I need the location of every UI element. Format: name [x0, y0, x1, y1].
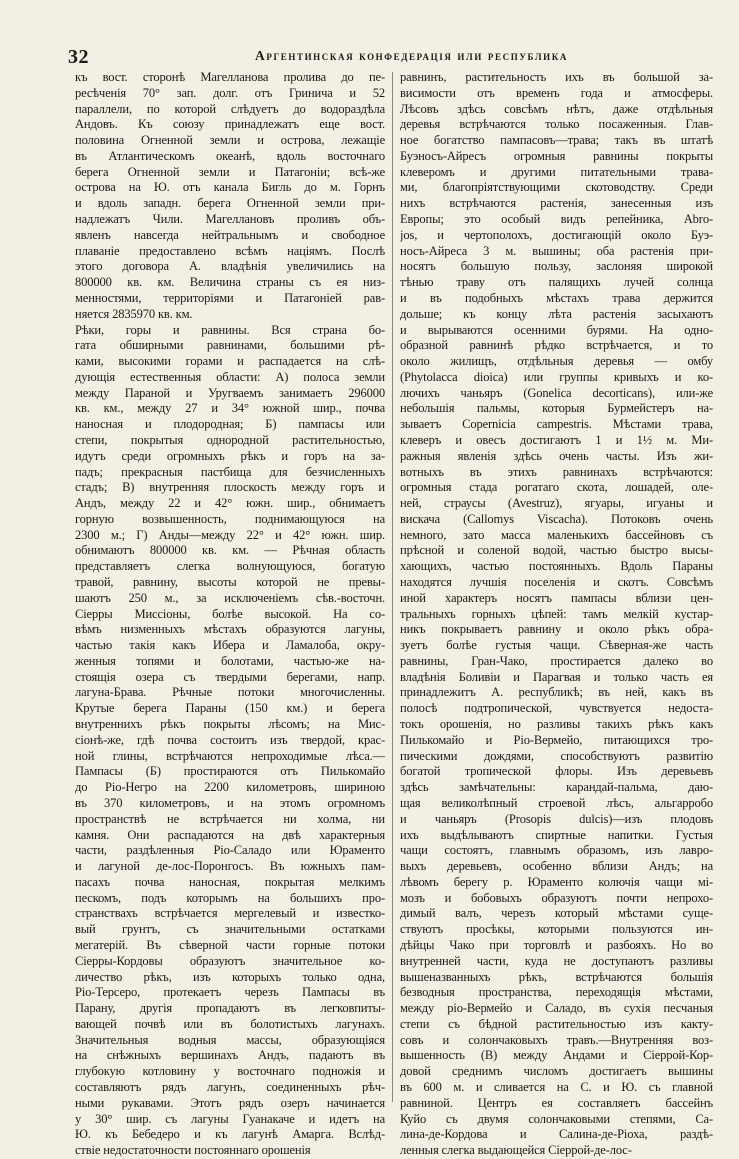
text-line: иной характеръ носятъ пампасы вблизи цен- [400, 590, 713, 605]
text-line: ресѣченія 70° зап. долг. отъ Гринича и 52 [75, 85, 385, 100]
text-line: на снѣжныхъ вершинахъ Андъ, падаютъ въ [75, 1048, 385, 1063]
text-line: вышеназванныхъ рѣкъ, встрѣчаются большія [400, 969, 713, 984]
text-line: внутреннихъ рѣкъ покрыты лѣсомъ; на Мис- [75, 717, 385, 732]
text-line: вающей почвѣ или въ болотистыхъ лагунахъ. [75, 1016, 385, 1031]
text-line: шаютъ 250 м., за исключеніемъ сѣв.-восточн. [75, 590, 385, 605]
text-line: ражныя явленія здѣсь очень часты. Изъ жи- [400, 448, 713, 463]
text-line: нихъ встрѣчаются растенія, занесенныя изъ [400, 196, 713, 211]
text-line: зываетъ Copernicia campestris. Мѣстами трава, [400, 417, 713, 432]
text-line: Буэносъ-Айресъ огромныя равнины покрыты [400, 148, 713, 163]
text-line: няется 2835970 кв. км. [75, 306, 193, 321]
text-line: Рѣки, горы и равнины. Вся страна бо- [75, 322, 385, 337]
text-line: въ 370 километровъ, и на этомъ огромномъ [75, 795, 385, 810]
text-line: токъ орошенія, но разливы такихъ рѣкъ какъ [400, 717, 713, 732]
text-line: въ Атлантическомъ океанѣ, вдоль восточнаго [75, 148, 385, 163]
text-line: идутъ среди огромныхъ рѣкъ и горъ на за- [75, 448, 385, 463]
text-line: довой среднимъ числомъ достигаетъ вышины [400, 1064, 713, 1079]
text-line: находятся лучшія поселенія и скотъ. Совсѣмъ [400, 575, 713, 589]
text-line: глубокую котловину у восточнаго подножія и [75, 1064, 385, 1079]
text-line: мозъ и бобовыхъ образуютъ почти непрохо- [400, 890, 713, 905]
right-column [400, 70, 713, 1159]
text-line: прѣсной и соленой водой, частью быстро высы- [400, 543, 713, 558]
text-line: клеверъ и овесъ достигаютъ 1 и 1½ м. Ми- [400, 432, 713, 447]
text-line: представляетъ слегка волнующуюся, богатую [75, 559, 385, 574]
text-line: внутренней части, куда не доступаютъ разливы [400, 953, 713, 968]
text-line: Андъ, между 22 и 42° южн. шир., обнимаетъ [75, 496, 385, 511]
text-line: лина-де-Кордова и Салина-де-Ріоха, раздѣ- [400, 1127, 713, 1142]
text-line: Лѣсовъ здѣсь совсѣмъ нѣтъ, даже отдѣльныя [400, 101, 713, 116]
text-line: Значительныя водныя массы, образующіяся [75, 1032, 385, 1047]
text-line: ми, благопріятствующими скотоводству. Среди [400, 180, 713, 195]
text-line: равнинъ, растительность ихъ въ большой за- [400, 70, 713, 84]
text-line: ствіе недостаточности постояннаго орошенія [75, 1143, 311, 1158]
text-line: зуетъ болѣе густыя чащи. Сѣверная-же часть [400, 638, 713, 653]
text-line: выхъ деревьевъ, особенно вблизи Андъ; на [400, 859, 713, 874]
text-line: Крутые берега Параны (150 км.) и берега [75, 701, 385, 716]
text-line: степи съ бѣдной растительностью изъ какту- [400, 1016, 713, 1031]
text-line: кв. км., между 27 и 34° южной шир., почва [75, 401, 385, 416]
text-line: немного, зато масса маленькихъ бассейновъ съ [400, 527, 713, 542]
text-line: лючихъ чаньяръ (Gonelica decorticans), или-же [400, 385, 713, 400]
text-line: параллели, по которой слѣдуетъ до водораздѣла [75, 101, 385, 116]
text-line: лѣвомъ берегу р. Юраменто колючія чащи мі- [400, 874, 713, 889]
text-line: Пилькомайо и Ріо-Вермейо, питающихся тро- [400, 732, 713, 747]
text-line: наносная и плодородная; Б) пампасы или [75, 417, 385, 432]
text-line: вотныхъ въ этихъ равнинахъ встрѣчаются: [400, 464, 713, 479]
text-line: Сіерры Миссіоны, болѣе высокой. На со- [75, 606, 385, 621]
running-title: Аргентинская конфедерація или республика [255, 48, 568, 63]
text-line: у 30° шир. съ лагуны Гуанакаче и идетъ на [75, 1111, 385, 1126]
text-line: пическими дождями, способствуютъ развитію [400, 748, 713, 763]
text-line: Ю. къ Бебедеро и къ лагунѣ Амарга. Вслѣд- [75, 1127, 385, 1142]
text-line: обнимаютъ 800000 кв. км. — Рѣчная область [75, 543, 385, 558]
text-line: щая великолѣпный строевой лѣсъ, альгарробо [400, 795, 713, 810]
text-line: ленныя слегка выдающейся Сіеррой-де-лос- [400, 1143, 632, 1158]
text-line: мегатерій. Въ сѣверной части горные потоки [75, 937, 385, 952]
text-line: и лагуной де-лос-Поронгосъ. Въ южныхъ пам- [75, 859, 385, 874]
text-line: никъ покрываетъ равнину и около рѣкъ обра- [400, 622, 713, 637]
text-line: тральныхъ горныхъ цѣпей: тамъ мелкій кустар- [400, 606, 713, 621]
text-line: jos, и чертополохъ, достигающій около Буэ- [400, 227, 713, 242]
text-line: женныя топями и болотами, частью-же на- [75, 653, 385, 668]
text-line: острова на Ю. отъ канала Бигль до м. Горнъ [75, 180, 385, 195]
text-line: ной глины, встрѣчаются непроходимые лѣса.— [75, 748, 385, 763]
text-line: ихъ выдѣлываютъ спиртные напитки. Густыя [400, 827, 713, 842]
text-line: носятъ большую пользу, заслоняя широкой [400, 259, 713, 274]
text-line: Андовъ. Къ союзу принадлежатъ еще вост. [75, 117, 385, 132]
page-header [60, 8, 689, 68]
text-line: совъ и солончаковыхъ травъ.—Внутренняя воз- [400, 1032, 713, 1047]
text-line: около жилищъ, отдѣльныя деревья — омбу [400, 354, 713, 369]
text-line: падъ; прекрасныя пастбища для безчисленныхъ [75, 464, 385, 479]
text-line: части, раздѣленныя Ріо-Саладо или Юраменто [75, 843, 385, 858]
text-line: и чаньяръ (Prosopis dulcis)—изъ плодовъ [400, 811, 713, 826]
text-line: гата обширными равнинами, большими рѣ- [75, 338, 385, 353]
text-line: степи, покрытыя однородной растительностью, [75, 432, 385, 447]
text-line: 800000 кв. км. Величина страны съ ея низ- [75, 275, 385, 290]
text-line: образной равнинѣ рѣдко встрѣчается, и то [400, 338, 713, 353]
text-line: явленъ навсегда нейтральнымъ и свободное [75, 227, 385, 242]
text-line: берега Огненной земли и Патагоніи; всѣ-же [75, 164, 385, 179]
text-line: между Параной и Уругваемъ занимаетъ 296000 [75, 385, 385, 400]
text-line: висимости отъ временъ года и атмосферы. [400, 85, 713, 100]
text-line: Пампасы (Б) простираются отъ Пилькомайо [75, 764, 385, 779]
text-line: клеверомъ и другими питательными трава- [400, 164, 713, 179]
text-line: странствахъ встрѣчается мергелевый и известко- [75, 906, 385, 921]
text-line: тѣнью траву отъ палящихъ лучей солнца [400, 275, 713, 290]
text-line: между ріо-Вермейо и Саладо, въ сухія песчаныя [400, 1001, 713, 1016]
text-line: димый валъ, черезъ который мѣстами суще- [400, 906, 713, 921]
text-line: надлежатъ Чили. Магеллановъ проливъ объ- [75, 212, 385, 227]
text-line: сіонѣ-же, гдѣ почва состоитъ изъ твердой, крас- [75, 732, 385, 747]
text-line: равниной. Центръ ея составляетъ бассейнъ [400, 1095, 713, 1110]
text-line: до Ріо-Негро на 2200 километровъ, шириною [75, 780, 385, 795]
text-line: пасахъ почва наносная, покрытая мелкимъ [75, 874, 385, 889]
text-line: деревья встрѣчаются только посаженныя. Глав- [400, 117, 713, 132]
text-line: вискача (Callomys Viscacha). Потоковъ очень [400, 511, 713, 526]
text-line: принадлежитъ А. республикѣ; въ ней, какъ въ [400, 685, 713, 700]
text-line: и вдоль западн. берега Огненной земли при- [75, 196, 385, 211]
text-line: равнины, Гран-Чако, простирается далеко во [400, 653, 713, 668]
text-line: ное богатство пампасовъ—трава; такъ въ штатѣ [400, 133, 713, 148]
text-line: Куйо съ двумя солончаковыми степями, Са- [400, 1111, 713, 1126]
text-line: и въ подобныхъ мѣстахъ трава держится [400, 290, 713, 305]
left-column [75, 70, 385, 1159]
text-line: половина Огненной земли и острова, лежащіе [75, 133, 385, 148]
text-line: Европы; это особый видъ репейника, Abro- [400, 212, 713, 227]
text-line: чащи состоятъ, главнымъ образомъ, изъ лавро- [400, 843, 713, 858]
text-line: пространствѣ не встрѣчается ни холма, ни [75, 811, 385, 826]
text-line: полосѣ подтропической, чувствуется недоста- [400, 701, 713, 716]
text-line: 2300 м.; Г) Анды—между 22° и 42° южн. шир. [75, 527, 385, 542]
text-line: въ 600 м. и сливается на С. и Ю. съ главной [400, 1080, 713, 1094]
text-line: личество рѣкъ, изъ которыхъ только одна, [75, 969, 385, 984]
text-line: богатой тропической флоры. Изъ деревьевъ [400, 764, 713, 779]
text-line: ными рукавами. Этотъ рядъ озеръ начинается [75, 1095, 385, 1110]
text-line: здѣсь замѣчательны: карандай-пальма, даю- [400, 780, 713, 795]
text-line: огромныя стада рогатаго скота, лошадей, оле- [400, 480, 713, 495]
text-line: Парану, другія пропадаютъ въ легковпиты- [75, 1001, 385, 1016]
text-line: травой, равнину, высоты которой не превы- [75, 575, 385, 589]
text-line: ками, высокими горами и распадается на слѣ- [75, 354, 385, 369]
text-line: горную возвышенность, поднимающуюся на [75, 511, 385, 526]
text-line: вый грунтъ, съ значительными остатками [75, 922, 385, 937]
text-line: владѣнія Боливіи и Парагвая и только часть ея [400, 669, 713, 684]
text-line: дольше; къ концу лѣта растенія засыхаютъ [400, 306, 713, 321]
text-line: этого договора А. владѣнія увеличились на [75, 259, 385, 274]
text-line: плаваніе предоставлено всѣмъ націямъ. Послѣ [75, 243, 385, 258]
column-divider [392, 72, 393, 1102]
text-line: Сіерры-Кордовы образуютъ значительное ко- [75, 953, 385, 968]
text-line: камня. Они распадаются на двѣ характерныя [75, 827, 385, 842]
text-line: стадъ; В) внутренняя плоскость между горъ и [75, 480, 385, 495]
text-line: стоящія озера съ твердыми берегами, напр. [75, 669, 385, 684]
text-line: къ вост. сторонѣ Магелланова пролива до пе- [75, 70, 385, 84]
text-line: лагуна-Брава. Рѣчные потоки многочисленны. [75, 685, 385, 700]
text-line: менностями, территоріями и Патагоніей рав- [75, 290, 385, 305]
text-line: Ріо-Терсеро, протекаетъ черезъ Пампасы въ [75, 985, 385, 1000]
page-number: 32 [68, 46, 89, 68]
text-line: носъ-Айреса 3 м. вышины; оба растенія при- [400, 243, 713, 258]
text-line: дующія естественныя области: А) полоса земли [75, 369, 385, 384]
text-line: безводныя пространства, переходящія мѣстами, [400, 985, 713, 1000]
text-line: составляютъ рядъ лагунъ, соединенныхъ рѣч- [75, 1080, 385, 1094]
text-line: ней, страусы (Avestruz), ягуары, игуаны и [400, 496, 713, 511]
text-line: частью такія какъ Ибера и Ламалоба, окру- [75, 638, 385, 653]
text-line: (Phytolacca dioica) или группы кривыхъ и ко- [400, 369, 713, 384]
text-line: и вырываются осенними бурями. На одно- [400, 322, 713, 337]
text-line: вѣмъ низменныхъ мѣстахъ образуются лагуны, [75, 622, 385, 637]
text-line: пескомъ, подъ которымъ на большихъ про- [75, 890, 385, 905]
text-line: ствуютъ просѣкы, которыми пользуются ин- [400, 922, 713, 937]
text-line: дѣйцы Чако при торговлѣ и разбояхъ. Но во [400, 937, 713, 952]
text-line: небольшія пальмы, которыя Бурмейстеръ на- [400, 401, 713, 416]
text-line: хающихъ, частью постоянныхъ. Вдоль Параны [400, 559, 713, 574]
text-line: вышенность (В) между Андами и Сіеррой-Кор- [400, 1048, 713, 1063]
